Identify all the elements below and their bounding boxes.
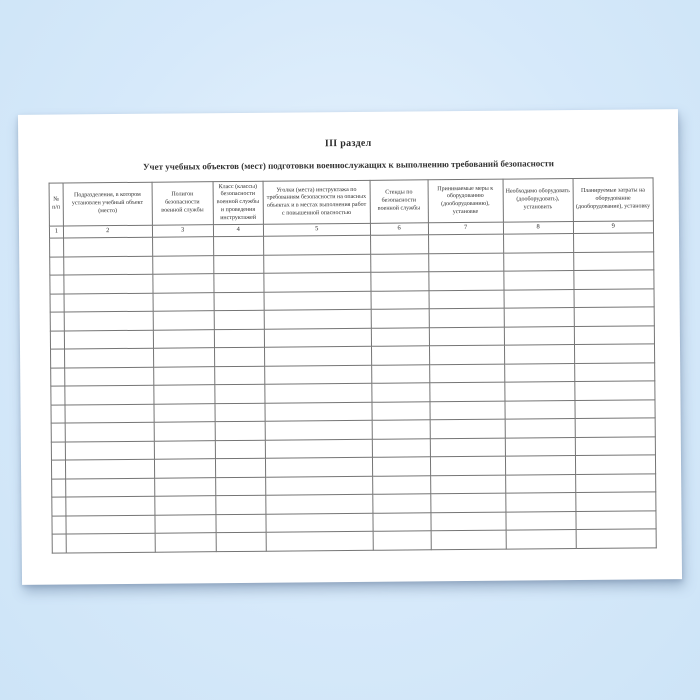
empty-cell (574, 325, 655, 344)
empty-cell (574, 288, 655, 307)
empty-cell (371, 272, 429, 291)
empty-cell (50, 275, 64, 294)
empty-cell (66, 533, 155, 552)
empty-cell (264, 346, 371, 365)
empty-cell (215, 421, 265, 440)
empty-cell (264, 291, 371, 310)
empty-cell (265, 457, 372, 476)
section-title: III раздел (324, 137, 372, 150)
empty-cell (428, 234, 503, 253)
empty-cell (214, 366, 264, 385)
column-number: 3 (152, 225, 213, 238)
empty-cell (575, 418, 656, 437)
empty-cell (505, 400, 575, 419)
empty-cell (154, 496, 215, 515)
empty-cell (66, 478, 155, 497)
column-number: 9 (573, 221, 653, 234)
empty-cell (372, 438, 430, 457)
empty-cell (63, 237, 152, 256)
empty-cell (429, 364, 504, 383)
empty-cell (503, 234, 573, 253)
empty-cell (216, 514, 266, 533)
empty-cell (66, 496, 155, 515)
empty-cell (430, 475, 505, 494)
empty-cell (155, 514, 216, 533)
empty-cell (51, 441, 65, 460)
empty-cell (65, 441, 154, 460)
empty-cell (575, 455, 656, 474)
empty-cell (431, 530, 506, 549)
empty-cell (505, 493, 575, 512)
empty-cell (154, 422, 215, 441)
empty-cell (51, 367, 65, 386)
empty-cell (153, 329, 214, 348)
empty-cell (265, 402, 372, 421)
empty-cell (430, 438, 505, 457)
empty-cell (429, 345, 504, 364)
empty-cell (153, 385, 214, 404)
empty-cell (573, 233, 654, 252)
empty-cell (155, 533, 216, 552)
empty-cell (52, 497, 66, 516)
table-row (52, 529, 656, 553)
empty-cell (64, 274, 153, 293)
empty-cell (50, 312, 64, 331)
empty-cell (64, 330, 153, 349)
empty-cell (152, 237, 213, 256)
empty-cell (573, 270, 654, 289)
empty-cell (574, 362, 655, 381)
empty-cell (264, 309, 371, 328)
empty-cell (429, 382, 504, 401)
table-body (50, 233, 657, 553)
empty-cell (504, 289, 574, 308)
empty-cell (576, 510, 657, 529)
empty-cell (265, 439, 372, 458)
document-subtitle: Учет учебных объектов (мест) подготовки военнослужащих к выполнению требований безопасности (142, 158, 554, 172)
empty-cell (154, 440, 215, 459)
empty-cell (264, 272, 371, 291)
empty-cell (505, 419, 575, 438)
empty-cell (51, 404, 65, 423)
empty-cell (506, 530, 576, 549)
column-header: Класс (классы) безопасности военной службы и проведения инструктажей (213, 181, 263, 224)
empty-cell (573, 251, 654, 270)
column-number: 4 (213, 224, 263, 236)
empty-cell (505, 456, 575, 475)
empty-cell (428, 253, 503, 272)
empty-cell (265, 420, 372, 439)
column-header: Подразделения, в котором установлен учебный объект (место) (63, 182, 152, 226)
empty-cell (371, 290, 429, 309)
empty-cell (266, 513, 373, 532)
column-header: № п/п (49, 183, 63, 226)
empty-cell (372, 383, 430, 402)
empty-cell (51, 349, 65, 368)
empty-cell (65, 404, 154, 423)
empty-cell (371, 346, 429, 365)
empty-cell (154, 459, 215, 478)
empty-cell (506, 511, 576, 530)
column-header: Принимаемые меры к оборудованию (дооборудованию), установке (428, 179, 503, 223)
empty-cell (429, 271, 504, 290)
empty-cell (431, 512, 506, 531)
column-number: 7 (428, 222, 503, 235)
empty-cell (214, 347, 264, 366)
empty-cell (574, 381, 655, 400)
empty-cell (213, 236, 263, 255)
empty-cell (50, 330, 64, 349)
empty-cell (215, 477, 265, 496)
empty-cell (504, 382, 574, 401)
empty-cell (214, 384, 264, 403)
empty-cell (153, 348, 214, 367)
empty-cell (371, 309, 429, 328)
empty-cell (430, 401, 505, 420)
column-header: Полигон безопасности военной службы (152, 182, 213, 226)
empty-cell (50, 293, 64, 312)
empty-cell (215, 440, 265, 459)
empty-cell (52, 534, 66, 553)
empty-cell (264, 328, 371, 347)
empty-cell (214, 292, 264, 311)
empty-cell (216, 532, 266, 551)
empty-cell (52, 478, 66, 497)
empty-cell (215, 495, 265, 514)
empty-cell (50, 256, 64, 275)
empty-cell (430, 419, 505, 438)
empty-cell (153, 274, 214, 293)
empty-cell (575, 436, 656, 455)
empty-cell (263, 235, 370, 254)
empty-cell (372, 457, 430, 476)
empty-cell (64, 311, 153, 330)
empty-cell (505, 437, 575, 456)
column-header: Необходимо оборудовать (дооборудовать), установить (503, 179, 573, 223)
empty-cell (574, 344, 655, 363)
column-number: 5 (263, 223, 370, 236)
empty-cell (153, 366, 214, 385)
empty-cell (373, 512, 431, 531)
column-header: Уголки (места) инструктажа по требованиям безопасности на опасных объектах и в местах выполнения работ с повышенной опасностью (263, 180, 370, 224)
empty-cell (214, 273, 264, 292)
empty-cell (430, 456, 505, 475)
empty-cell (214, 329, 264, 348)
empty-cell (504, 308, 574, 327)
training-objects-table (49, 177, 657, 553)
empty-cell (503, 271, 573, 290)
empty-cell (65, 385, 154, 404)
empty-cell (64, 256, 153, 275)
empty-cell (429, 308, 504, 327)
empty-cell (574, 307, 655, 326)
empty-cell (213, 255, 263, 274)
empty-cell (65, 367, 154, 386)
empty-cell (52, 515, 66, 534)
empty-cell (575, 473, 656, 492)
column-number: 6 (370, 223, 428, 236)
empty-cell (51, 460, 65, 479)
empty-cell (505, 474, 575, 493)
empty-cell (429, 327, 504, 346)
empty-cell (51, 386, 65, 405)
empty-cell (370, 253, 428, 272)
empty-cell (65, 459, 154, 478)
empty-cell (215, 458, 265, 477)
empty-cell (371, 364, 429, 383)
column-number: 8 (503, 222, 573, 235)
empty-cell (153, 311, 214, 330)
empty-cell (266, 531, 373, 550)
empty-cell (372, 494, 430, 513)
empty-cell (265, 476, 372, 495)
empty-cell (154, 403, 215, 422)
empty-cell (64, 348, 153, 367)
empty-cell (215, 403, 265, 422)
empty-cell (504, 326, 574, 345)
table-header-row (49, 178, 653, 226)
empty-cell (504, 345, 574, 364)
empty-cell (575, 399, 656, 418)
empty-cell (372, 420, 430, 439)
empty-cell (264, 365, 371, 384)
empty-cell (503, 252, 573, 271)
empty-cell (373, 531, 431, 550)
empty-cell (504, 363, 574, 382)
empty-cell (372, 475, 430, 494)
empty-cell (50, 238, 64, 257)
empty-cell (266, 494, 373, 513)
empty-cell (51, 423, 65, 442)
column-number: 2 (63, 225, 152, 238)
empty-cell (64, 293, 153, 312)
empty-cell (152, 255, 213, 274)
empty-cell (429, 290, 504, 309)
empty-cell (66, 515, 155, 534)
empty-cell (371, 327, 429, 346)
empty-cell (154, 477, 215, 496)
empty-cell (65, 422, 154, 441)
empty-cell (576, 529, 657, 548)
empty-cell (153, 292, 214, 311)
empty-cell (430, 493, 505, 512)
column-number: 1 (49, 226, 63, 238)
column-header: Стенды по безопасности военной службы (370, 180, 428, 224)
empty-cell (214, 310, 264, 329)
empty-cell (263, 254, 370, 273)
document-page (18, 109, 682, 585)
empty-cell (265, 383, 372, 402)
empty-cell (372, 401, 430, 420)
empty-cell (575, 492, 656, 511)
column-header: Планируемые затраты на оборудование (дооборудование), установку (573, 178, 654, 222)
empty-cell (370, 235, 428, 254)
